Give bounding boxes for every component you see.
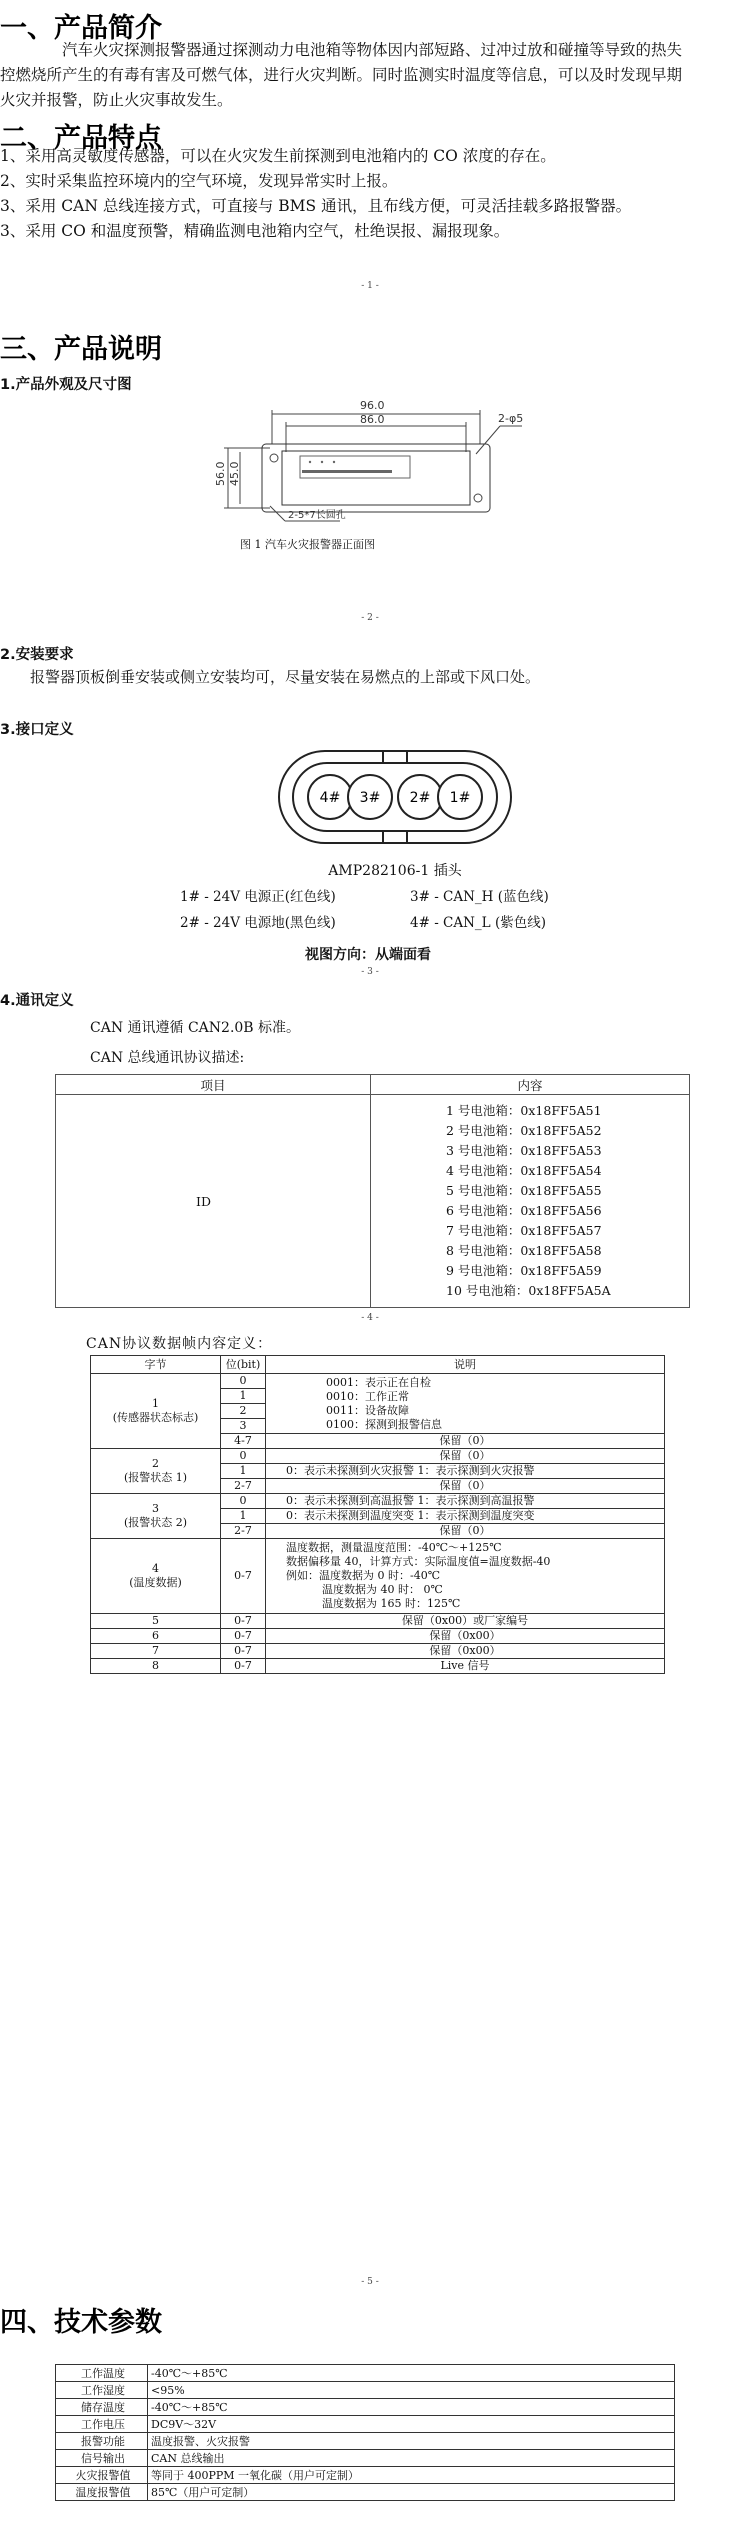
desc-cell: 0：表示未探测到温度突变 1：表示探测到温度突变	[266, 1509, 665, 1524]
byte-cell: 2 (报警状态 1)	[91, 1449, 221, 1494]
spec-label: 工作电压	[56, 2416, 148, 2433]
spec-value: -40℃～+85℃	[148, 2399, 675, 2416]
page-number: - 4 -	[361, 1313, 379, 1323]
subsection-interface: 3.接口定义	[0, 722, 74, 738]
id-row: 4 号电池箱：0x18FF5A54	[446, 1163, 602, 1178]
bit-cell: 0	[221, 1449, 266, 1464]
bit-cell: 0-7	[221, 1659, 266, 1674]
byte-cell: 3 (报警状态 2)	[91, 1494, 221, 1539]
spec-value: 温度报警、火灾报警	[148, 2433, 675, 2450]
section-title-specs: 四、技术参数	[0, 2307, 162, 2338]
dim-hole: 2-φ5	[498, 412, 524, 425]
page-number: - 3 -	[361, 967, 379, 977]
byte-cell: 6	[91, 1629, 221, 1644]
desc-cell: 温度数据，测量温度范围：-40℃～+125℃ 数据偏移量 40，计算方式：实际温度值=温度数据-40 例如：温度数据为 0 时：-40℃ 温度数据为 40 时： 0℃ 温度数据为 165 时：125℃	[266, 1539, 665, 1614]
pin-desc: 4# - CAN_L (紫色线)	[410, 915, 546, 931]
feature-item: 1、采用高灵敏度传感器，可以在火灾发生前探测到电池箱内的 CO 浓度的存在。	[0, 147, 556, 165]
spec-label: 工作温度	[56, 2365, 148, 2382]
figure-caption: 图 1 汽车火灾报警器正面图	[240, 538, 375, 551]
id-row: 9 号电池箱：0x18FF5A59	[446, 1263, 602, 1278]
frame-table	[90, 1355, 665, 1674]
desc-cell: 保留（0）	[266, 1524, 665, 1539]
spec-value: DC9V～32V	[148, 2416, 675, 2433]
id-row: 8 号电池箱：0x18FF5A58	[446, 1243, 602, 1258]
spec-value: CAN 总线输出	[148, 2450, 675, 2467]
id-row: 5 号电池箱：0x18FF5A55	[446, 1183, 602, 1198]
can-protocol-desc: CAN 总线通讯协议描述:	[90, 1050, 245, 1066]
connector-name: AMP282106-1 插头	[328, 863, 462, 879]
dim-height-56: 56.0	[214, 461, 227, 486]
byte-cell: 5	[91, 1614, 221, 1629]
page-number: - 2 -	[361, 613, 379, 623]
desc-cell: 保留（0x00）或厂家编号	[266, 1614, 665, 1629]
dimension-drawing	[210, 396, 530, 526]
dim-width-96: 96.0	[360, 399, 385, 412]
spec-value: 85℃（用户可定制）	[148, 2484, 675, 2501]
bit-cell: 2	[221, 1404, 266, 1419]
spec-label: 工作湿度	[56, 2382, 148, 2399]
connector-drawing	[275, 747, 515, 847]
spec-value: <95%	[148, 2382, 675, 2399]
subsection-install: 2.安装要求	[0, 647, 74, 663]
spec-label: 储存温度	[56, 2399, 148, 2416]
pin-label: 1#	[449, 790, 471, 806]
id-table-label: ID	[56, 1095, 371, 1308]
section-title-intro: 一、产品简介	[0, 13, 162, 44]
desc-cell: 0：表示未探测到高温报警 1：表示探测到高温报警	[266, 1494, 665, 1509]
install-text: 报警器顶板倒垂安装或侧立安装均可，尽量安装在易燃点的上部或下风口处。	[30, 668, 541, 686]
spec-label: 报警功能	[56, 2433, 148, 2450]
id-row: 10 号电池箱：0x18FF5A5A	[446, 1283, 611, 1298]
specs-table	[55, 2364, 675, 2501]
dim-width-86: 86.0	[360, 413, 385, 426]
spec-label: 信号输出	[56, 2450, 148, 2467]
pin-desc: 1# - 24V 电源正(红色线)	[180, 889, 336, 905]
byte-cell: 4 (温度数据)	[91, 1539, 221, 1614]
byte-cell: 7	[91, 1644, 221, 1659]
bit-cell: 0-7	[221, 1539, 266, 1614]
dim-height-45: 45.0	[228, 461, 241, 486]
byte-cell: 1 (传感器状态标志)	[91, 1374, 221, 1449]
bit-cell: 3	[221, 1419, 266, 1434]
view-direction: 视图方向：从端面看	[305, 947, 431, 963]
bit-cell: 1	[221, 1389, 266, 1404]
can-standard: CAN 通讯遵循 CAN2.0B 标准。	[90, 1020, 301, 1036]
id-table-header: 项目	[56, 1075, 371, 1095]
id-row: 6 号电池箱：0x18FF5A56	[446, 1203, 602, 1218]
spec-value: 等同于 400PPM 一氧化碳（用户可定制）	[148, 2467, 675, 2484]
id-row: 1 号电池箱：0x18FF5A51	[446, 1103, 602, 1118]
bit-cell: 1	[221, 1464, 266, 1479]
spec-label: 温度报警值	[56, 2484, 148, 2501]
section-title-description: 三、产品说明	[0, 334, 162, 365]
subsection-appearance: 1.产品外观及尺寸图	[0, 377, 132, 393]
bit-cell: 4-7	[221, 1434, 266, 1449]
id-table	[55, 1074, 690, 1308]
bit-cell: 0-7	[221, 1629, 266, 1644]
bit-cell: 0	[221, 1494, 266, 1509]
desc-cell: 0：表示未探测到火灾报警 1：表示探测到火灾报警	[266, 1464, 665, 1479]
intro-paragraph: 汽车火灾探测报警器通过探测动力电池箱等物体因内部短路、过冲过放和碰撞等导致的热失控燃烧所产生的有毒有害及可燃气体，进行火灾判断。同时监测实时温度等信息，可以及时发现早期火灾并报警，防止火灾事故发生。	[0, 41, 683, 109]
pin-label: 2#	[409, 790, 431, 806]
subsection-communication: 4.通讯定义	[0, 993, 74, 1009]
id-table-values	[371, 1095, 690, 1308]
pin-desc: 2# - 24V 电源地(黑色线)	[180, 915, 336, 931]
page-number: - 5 -	[361, 2277, 379, 2287]
frame-header: 字节	[91, 1356, 221, 1374]
bit-cell: 2-7	[221, 1524, 266, 1539]
desc-cell: 保留（0）	[266, 1434, 665, 1449]
frame-header: 说明	[266, 1356, 665, 1374]
desc-cell: 0001：表示正在自检 0010：工作正常 0011：设备故障 0100：探测到报警信息	[266, 1374, 665, 1434]
desc-cell: 保留（0）	[266, 1449, 665, 1464]
desc-cell: 保留（0）	[266, 1479, 665, 1494]
pin-label: 4#	[319, 790, 341, 806]
dim-mount-slot: 2-5*7长圆孔	[288, 510, 346, 521]
feature-item: 3、采用 CO 和温度预警，精确监测电池箱内空气，杜绝误报、漏报现象。	[0, 222, 510, 240]
bit-cell: 1	[221, 1509, 266, 1524]
desc-cell: Live 信号	[266, 1659, 665, 1674]
spec-value: -40℃～+85℃	[148, 2365, 675, 2382]
id-row: 7 号电池箱：0x18FF5A57	[446, 1223, 602, 1238]
pin-definitions	[180, 884, 620, 936]
frame-header: 位(bit)	[221, 1356, 266, 1374]
pin-label: 3#	[359, 790, 381, 806]
feature-item: 3、采用 CAN 总线连接方式，可直接与 BMS 通讯，且布线方便，可灵活挂载多路报警器。	[0, 197, 632, 215]
desc-cell: 保留（0x00）	[266, 1644, 665, 1659]
features-list	[0, 144, 690, 244]
spec-label: 火灾报警值	[56, 2467, 148, 2484]
bit-cell: 0	[221, 1374, 266, 1389]
section-title-features: 二、产品特点	[0, 123, 162, 154]
bit-cell: 0-7	[221, 1644, 266, 1659]
byte-cell: 8	[91, 1659, 221, 1674]
feature-item: 2、实时采集监控环境内的空气环境，发现异常实时上报。	[0, 172, 398, 190]
pin-desc: 3# - CAN_H (蓝色线)	[410, 889, 549, 905]
id-table-header: 内容	[371, 1075, 690, 1095]
bit-cell: 2-7	[221, 1479, 266, 1494]
id-row: 2 号电池箱：0x18FF5A52	[446, 1123, 602, 1138]
desc-cell: 保留（0x00）	[266, 1629, 665, 1644]
frame-title: CAN协议数据帧内容定义：	[86, 1336, 273, 1352]
page-number: - 1 -	[361, 281, 379, 291]
bit-cell: 0-7	[221, 1614, 266, 1629]
id-row: 3 号电池箱：0x18FF5A53	[446, 1143, 602, 1158]
